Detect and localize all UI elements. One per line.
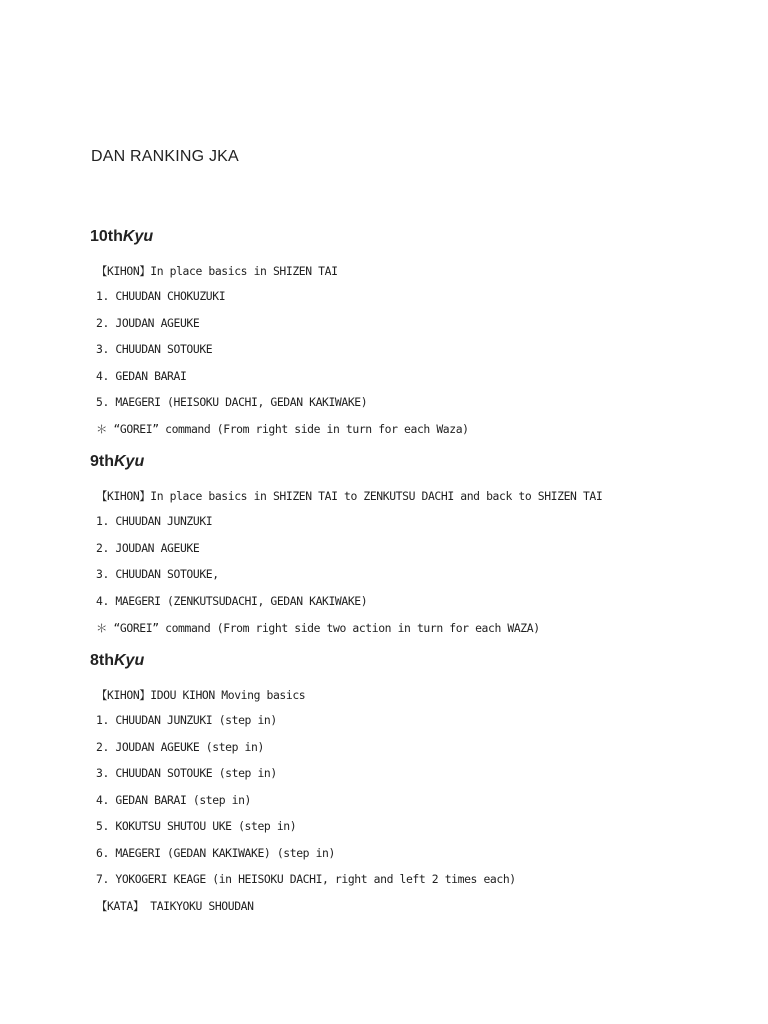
list-item: 6. MAEGERI (GEDAN KAKIWAKE) (step in) — [96, 846, 335, 860]
list-item: 【KIHON】In place basics in SHIZEN TAI — [96, 264, 338, 278]
list-item: 1. CHUUDAN JUNZUKI (step in) — [96, 713, 277, 727]
list-item: 【KIHON】In place basics in SHIZEN TAI to ZENKUTSU DACHI and back to SHIZEN TAI — [96, 489, 603, 503]
section-heading-10th-kyu — [90, 228, 153, 246]
list-item: 3. CHUUDAN SOTOUKE — [96, 342, 213, 356]
rank-number: 9th — [90, 453, 114, 470]
list-item: 2. JOUDAN AGEUKE — [96, 541, 200, 555]
list-item: 4. MAEGERI (ZENKUTSUDACHI, GEDAN KAKIWAKE) — [96, 594, 368, 608]
list-item: 7. YOKOGERI KEAGE (in HEISOKU DACHI, right and left 2 times each) — [96, 872, 516, 886]
list-item: 【KIHON】IDOU KIHON Moving basics — [96, 688, 306, 702]
rank-word: Kyu — [114, 453, 145, 470]
list-item: 2. JOUDAN AGEUKE — [96, 316, 200, 330]
list-item: ＊ “GOREI” command (From right side two action in turn for each WAZA) — [96, 621, 540, 635]
list-item: 【KATA】 TAIKYOKU SHOUDAN — [96, 899, 254, 913]
list-item: 5. MAEGERI (HEISOKU DACHI, GEDAN KAKIWAKE) — [96, 395, 368, 409]
section-heading-9th-kyu — [90, 453, 144, 471]
rank-number: 10th — [90, 228, 123, 245]
section-heading-8th-kyu — [90, 652, 144, 670]
page-title: DAN RANKING JKA — [91, 148, 239, 165]
rank-number: 8th — [90, 652, 114, 669]
list-item: 1. CHUUDAN CHOKUZUKI — [96, 289, 226, 303]
list-item: 2. JOUDAN AGEUKE (step in) — [96, 740, 264, 754]
list-item: 5. KOKUTSU SHUTOU UKE (step in) — [96, 819, 297, 833]
list-item: 4. GEDAN BARAI — [96, 369, 187, 383]
list-item: 3. CHUUDAN SOTOUKE (step in) — [96, 766, 277, 780]
list-item: 4. GEDAN BARAI (step in) — [96, 793, 251, 807]
list-item: 3. CHUUDAN SOTOUKE, — [96, 567, 219, 581]
list-item: 1. CHUUDAN JUNZUKI — [96, 514, 213, 528]
rank-word: Kyu — [122, 228, 154, 245]
rank-word: Kyu — [114, 652, 145, 669]
list-item: ＊ “GOREI” command (From right side in turn for each Waza) — [96, 422, 469, 436]
